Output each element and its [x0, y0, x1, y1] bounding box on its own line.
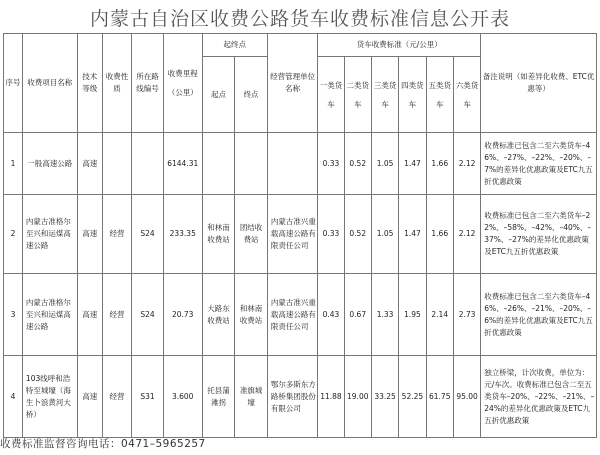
- row-start: [202, 133, 235, 195]
- header-class-5: 五类货车: [426, 57, 453, 133]
- row-rate-1: 0.33: [318, 133, 344, 195]
- row-route: S24: [132, 195, 164, 274]
- toll-standard-table: [3, 33, 597, 438]
- row-rate-2: 0.52: [344, 195, 371, 274]
- table-row: [4, 356, 597, 438]
- table-row: [4, 195, 597, 274]
- row-rate-1: 0.33: [318, 195, 344, 274]
- header-endpoints: 起终点: [202, 34, 267, 57]
- row-route: [132, 133, 164, 195]
- row-nature: 经营: [102, 274, 131, 356]
- row-rate-4: 1.47: [399, 195, 426, 274]
- row-rate-3: 33.25: [371, 356, 398, 438]
- row-name: 一般高速公路: [22, 133, 77, 195]
- row-start: 和林南收费站: [202, 195, 235, 274]
- header-class-6: 六类货车: [453, 57, 480, 133]
- row-end: 和林南收费站: [235, 274, 268, 356]
- supervision-hotline: 收费标准监督咨询电话：0471–5965257: [0, 438, 206, 450]
- row-rate-5: 61.75: [426, 356, 453, 438]
- row-rate-1: 0.43: [318, 274, 344, 356]
- row-operator: [267, 133, 317, 195]
- header-end: 终点: [235, 57, 268, 133]
- row-remark: 收费标准已包含二至六类货车–46%、–26%、–21%、–20%、–6%的差异化优惠政策及ETC九五折优惠政策: [481, 274, 597, 356]
- row-mileage: 233.35: [163, 195, 202, 274]
- row-tech: 高速: [77, 274, 102, 356]
- row-rate-6: 2.73: [453, 274, 480, 356]
- header-operator: 经营管理单位名称: [267, 34, 317, 133]
- row-tech: 高速: [77, 195, 102, 274]
- header-mileage: 收费里程（公里）: [163, 34, 202, 133]
- header-remark: 备注说明（如差异化收费、ETC优惠等）: [481, 34, 597, 133]
- row-operator: 内蒙古准兴重载高速公路有限责任公司: [267, 274, 317, 356]
- header-class-4: 四类货车: [399, 57, 426, 133]
- row-remark: 收费标准已包含二至六类货车–46%、–27%、–22%、–20%、–7%的差异化优惠政策及ETC九五折优惠政策: [481, 133, 597, 195]
- row-rate-4: 52.25: [399, 356, 426, 438]
- header-class-2: 二类货车: [344, 57, 371, 133]
- row-rate-1: 11.88: [318, 356, 344, 438]
- row-mileage: 3.600: [163, 356, 202, 438]
- row-rate-5: 1.66: [426, 195, 453, 274]
- row-rate-6: 2.12: [453, 133, 480, 195]
- row-rate-6: 2.12: [453, 195, 480, 274]
- row-start: 托县蒲滩拐: [202, 356, 235, 438]
- header-tech: 技术等级: [77, 34, 102, 133]
- header-standard: 货车收费标准（元/公里）: [318, 34, 481, 57]
- header-name: 收费项目名称: [22, 34, 77, 133]
- row-rate-4: 1.95: [399, 274, 426, 356]
- row-nature: 经营: [102, 356, 131, 438]
- row-rate-3: 1.33: [371, 274, 398, 356]
- row-operator: 内蒙古准兴重载高速公路有限责任公司: [267, 195, 317, 274]
- row-remark: 独立桥梁，计次收费，单位为：元/车次。收费标准已包含二至五类货车–20%、–22%、–21%、–24%的差异化优惠政策及ETC九五折优惠政策: [481, 356, 597, 438]
- row-start: 大路东收费站: [202, 274, 235, 356]
- header-start: 起点: [202, 57, 235, 133]
- row-rate-5: 2.14: [426, 274, 453, 356]
- header-class-3: 三类货车: [371, 57, 398, 133]
- header-nature: 收费性质: [102, 34, 131, 133]
- header-route: 所在路线编号: [132, 34, 164, 133]
- row-rate-5: 1.66: [426, 133, 453, 195]
- row-rate-6: 95.00: [453, 356, 480, 438]
- row-end: 准旗城壕: [235, 356, 268, 438]
- row-rate-3: 1.05: [371, 133, 398, 195]
- row-rate-2: 0.52: [344, 133, 371, 195]
- row-rate-2: 0.67: [344, 274, 371, 356]
- row-mileage: 6144.31: [163, 133, 202, 195]
- row-end: 团结收费站: [235, 195, 268, 274]
- row-rate-3: 1.05: [371, 195, 398, 274]
- header-class-1: 一类货车: [318, 57, 344, 133]
- row-seq: 1: [4, 133, 23, 195]
- page-title: 内蒙古自治区收费公路货车收费标准信息公开表: [89, 8, 510, 30]
- row-name: 内蒙古准格尔至兴和运煤高速公路: [22, 274, 77, 356]
- table-row: [4, 274, 597, 356]
- row-remark: 收费标准已包含二至六类货车–22%、–58%、–42%、–40%、–37%、–27%的差异化优惠政策及ETC九五折优惠政策: [481, 195, 597, 274]
- row-name: 内蒙古准格尔至兴和运煤高速公路: [22, 195, 77, 274]
- row-rate-2: 19.00: [344, 356, 371, 438]
- row-rate-4: 1.47: [399, 133, 426, 195]
- row-tech: 高速: [77, 133, 102, 195]
- row-nature: [102, 133, 131, 195]
- row-seq: 4: [4, 356, 23, 438]
- row-route: S31: [132, 356, 164, 438]
- row-nature: 经营: [102, 195, 131, 274]
- row-name: 103线呼和浩特至城壕（海生卜浪黄河大桥）: [22, 356, 77, 438]
- row-end: [235, 133, 268, 195]
- row-mileage: 20.73: [163, 274, 202, 356]
- header-seq: 序号: [4, 34, 23, 133]
- row-seq: 2: [4, 195, 23, 274]
- row-operator: 鄂尔多斯东方路桥集团股份有限公司: [267, 356, 317, 438]
- row-tech: 高速: [77, 356, 102, 438]
- row-route: S24: [132, 274, 164, 356]
- header-row-1: [4, 34, 597, 57]
- row-seq: 3: [4, 274, 23, 356]
- table-row: [4, 133, 597, 195]
